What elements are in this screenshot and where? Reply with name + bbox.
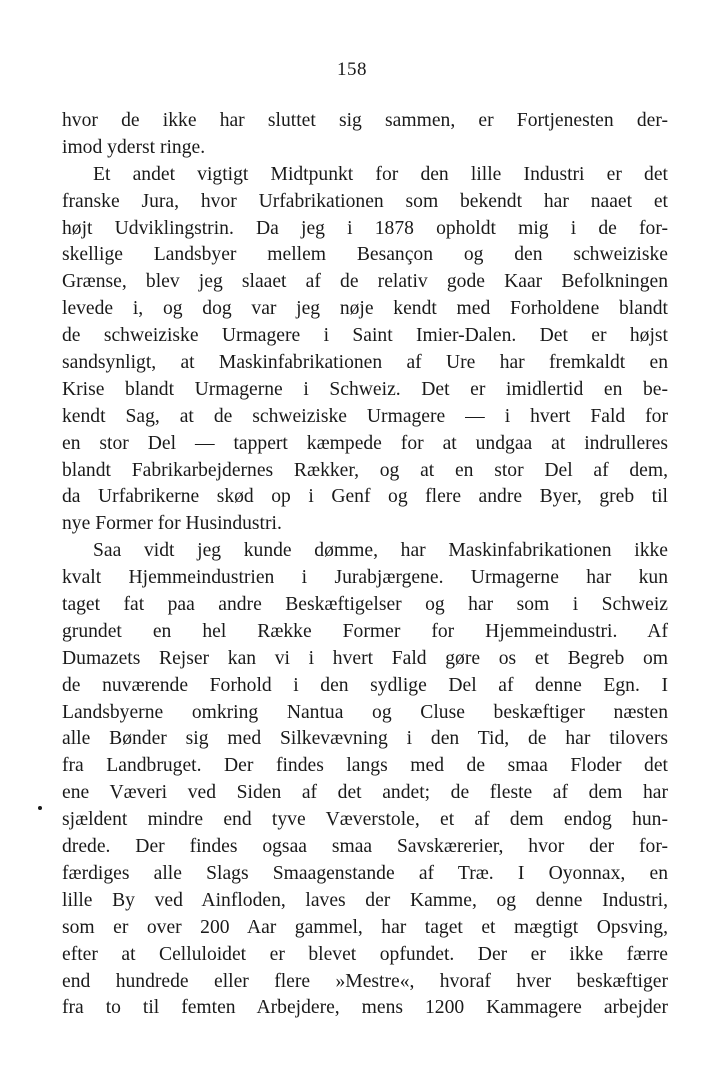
text-line: drede. Der findes ogsaa smaa Savskærerier, hvor der for- xyxy=(62,836,668,858)
text-line: sandsynligt, at Maskinfabrikationen af Ure har fremkaldt en xyxy=(62,352,668,374)
text-line: de nuværende Forhold i den sydlige Del af denne Egn. I xyxy=(62,674,668,696)
text-line: imod yderst ringe. xyxy=(62,136,206,158)
text-line: levede i, og dog var jeg nøje kendt med Forholdene blandt xyxy=(62,298,668,320)
page-number: 158 xyxy=(337,59,367,80)
ink-speck xyxy=(38,806,42,810)
text-line: nye Former for Husindustri. xyxy=(62,513,282,535)
text-line: da Urfabrikerne skød op i Genf og flere andre Byer, greb til xyxy=(62,486,668,508)
text-line: fra to til femten Arbejdere, mens 1200 Kammagere arbejder xyxy=(62,997,668,1019)
text-line: de schweiziske Urmagere i Saint Imier-Dalen. Det er højst xyxy=(62,325,668,347)
text-line: blandt Fabrikarbejdernes Rækker, og at en stor Del af dem, xyxy=(62,459,668,481)
text-line: kvalt Hjemmeindustrien i Jurabjærgene. Urmagerne har kun xyxy=(62,567,668,589)
text-line: efter at Celluloidet er blevet opfundet. Der er ikke færre xyxy=(62,943,668,965)
text-line: som er over 200 Aar gammel, har taget et mægtigt Opsving, xyxy=(62,916,668,938)
text-line: Grænse, blev jeg slaaet af de relativ gode Kaar Befolkningen xyxy=(62,271,668,293)
text-line: Et andet vigtigt Midtpunkt for den lille Industri er det xyxy=(93,163,668,185)
text-line: Saa vidt jeg kunde dømme, har Maskinfabrikationen ikke xyxy=(93,540,668,562)
text-line: Landsbyerne omkring Nantua og Cluse beskæftiger næsten xyxy=(62,701,668,723)
text-line: grundet en hel Række Former for Hjemmeindustri. Af xyxy=(62,620,668,642)
text-line: færdiges alle Slags Smaagenstande af Træ. I Oyonnax, en xyxy=(62,862,668,884)
text-line: sjældent mindre end tyve Væverstole, et af dem endog hun- xyxy=(62,809,668,831)
text-line: alle Bønder sig med Silkevævning i den Tid, de har tilovers xyxy=(62,728,668,750)
text-line: Krise blandt Urmagerne i Schweiz. Det er imidlertid en be- xyxy=(62,378,668,400)
text-line: end hundrede eller flere »Mestre«, hvoraf hver beskæftiger xyxy=(62,970,668,992)
text-line: lille By ved Ainfloden, laves der Kamme, og denne Industri, xyxy=(62,889,668,911)
text-line: fra Landbruget. Der findes langs med de smaa Floder det xyxy=(62,755,668,777)
text-line: skellige Landsbyer mellem Besançon og den schweiziske xyxy=(62,244,668,266)
body-text xyxy=(62,108,668,1022)
text-line: en stor Del — tappert kæmpede for at undgaa at indrulleres xyxy=(62,432,668,454)
text-line: franske Jura, hvor Urfabrikationen som bekendt har naaet et xyxy=(62,190,668,212)
text-line: taget fat paa andre Beskæftigelser og har som i Schweiz xyxy=(62,594,668,616)
text-line: hvor de ikke har sluttet sig sammen, er Fortjenesten der- xyxy=(62,110,668,131)
text-line: højt Udviklingstrin. Da jeg i 1878 opholdt mig i de for- xyxy=(62,217,668,239)
text-line: Dumazets Rejser kan vi i hvert Fald gøre os et Begreb om xyxy=(62,647,668,669)
text-line: ene Væveri ved Siden af det andet; de fleste af dem har xyxy=(62,782,668,804)
text-line: kendt Sag, at de schweiziske Urmagere — i hvert Fald for xyxy=(62,405,668,427)
